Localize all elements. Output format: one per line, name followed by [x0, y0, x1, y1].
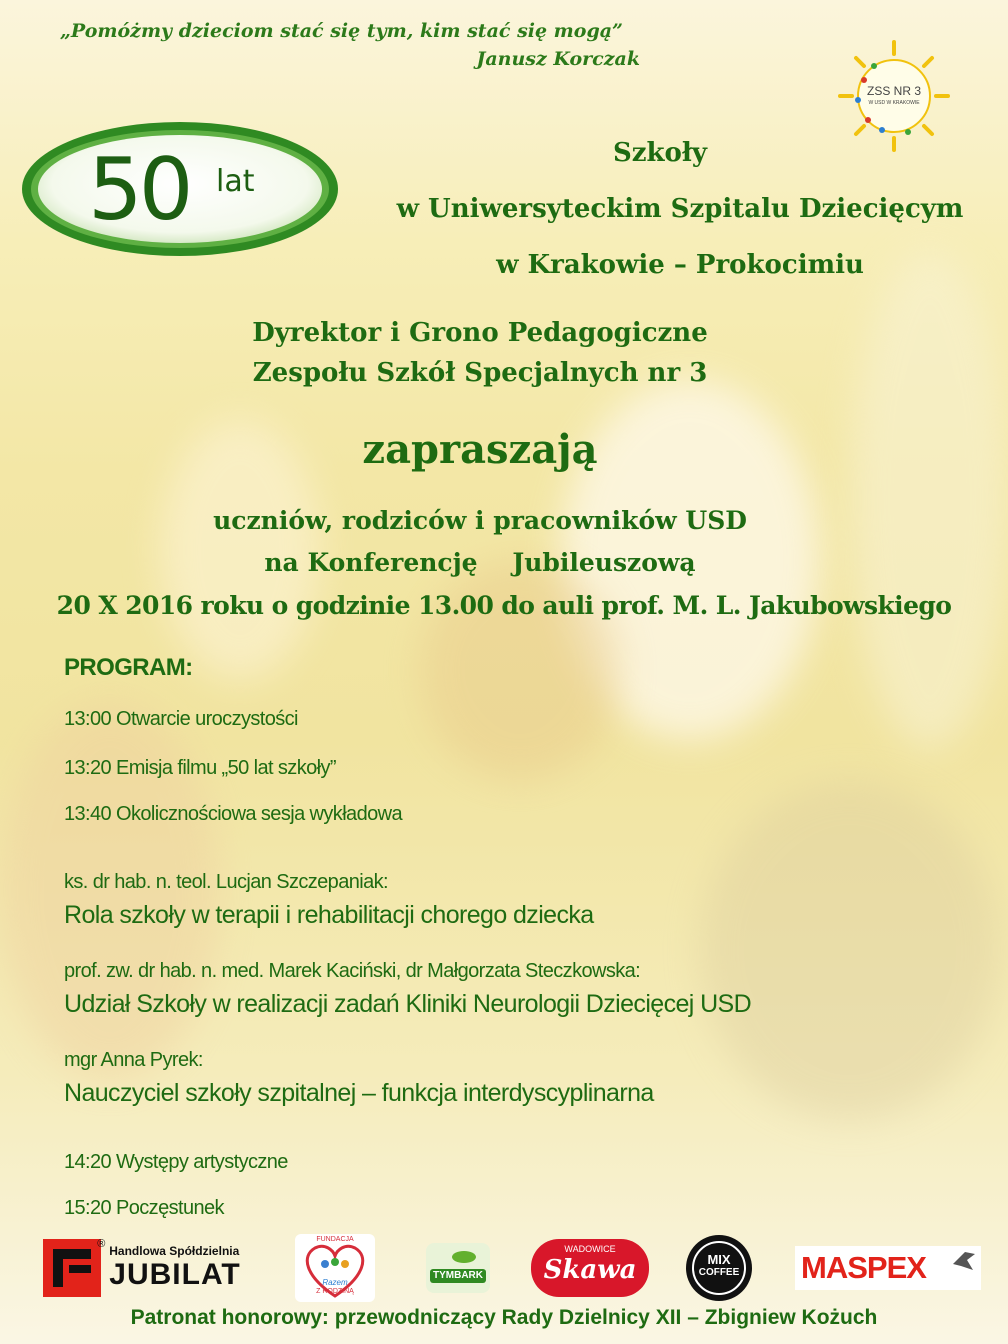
sponsor-mixcoffee — [684, 1232, 754, 1304]
motto-quote — [60, 20, 650, 70]
program-item: 13:00 Otwarcie uroczystości — [64, 708, 298, 730]
badge-word: lat — [216, 164, 255, 199]
jubilat-line2: JUBILAT — [109, 1258, 241, 1291]
mixcoffee-line2: COFFEE — [698, 1267, 740, 1278]
mixcoffee-line1: MIX — [707, 1252, 731, 1267]
invitees-line-2: na Konferencję Jubileuszową — [264, 548, 696, 577]
heading-line-2: w Uniwersyteckim Szpitalu Dziecięcym — [396, 194, 964, 224]
maspex-text: MASPEX — [801, 1250, 926, 1285]
program-item: 13:40 Okolicznościowa sesja wykładowa — [64, 803, 402, 825]
invitees-line-3: 20 X 2016 roku o godzinie 13.00 do auli prof. M. L. Jakubowskiego — [56, 591, 952, 620]
sponsor-maspex — [790, 1232, 986, 1304]
tymbark-text: TYMBARK — [433, 1270, 483, 1281]
quote-text: „Pomóżmy dzieciom stać się tym, kim stać się mogą” — [60, 20, 623, 42]
sponsor-skawa — [530, 1232, 650, 1304]
quote-author: Janusz Korczak — [476, 48, 640, 70]
program-item: 14:20 Występy artystyczne — [64, 1151, 288, 1173]
program-item: 15:20 Poczęstunek — [64, 1197, 224, 1219]
talk-title: Rola szkoły w terapii i rehabilitacji chorego dziecka — [64, 901, 594, 929]
jubilat-line1: Handlowa Spółdzielnia — [109, 1244, 240, 1258]
fundacja-line1: FUNDACJA — [316, 1236, 354, 1243]
program-item: 13:20 Emisja filmu „50 lat szkoły” — [64, 757, 336, 779]
hosts-line-2: Zespołu Szkół Specjalnych nr 3 — [252, 358, 708, 388]
talk-speaker: mgr Anna Pyrek: — [64, 1049, 203, 1071]
anniversary-badge — [18, 118, 343, 260]
invitees-line-1: uczniów, rodziców i pracowników USD — [213, 506, 747, 535]
program-title: PROGRAM: — [64, 654, 193, 681]
fundacja-line3: Z RODZINĄ — [316, 1288, 354, 1295]
talk-speaker: ks. dr hab. n. teol. Lucjan Szczepaniak: — [64, 871, 388, 893]
sponsor-jubilat — [22, 1232, 262, 1304]
hosts-line-1: Dyrektor i Grono Pedagogiczne — [252, 318, 708, 348]
heading-line-1: Szkoły — [612, 138, 707, 168]
badge-number: 50 — [88, 140, 190, 240]
heading-line-3: w Krakowie – Prokocimiu — [496, 250, 864, 280]
tymbark-leaf-icon — [426, 1243, 490, 1293]
school-logo — [838, 40, 950, 152]
talk-title: Nauczyciel szkoły szpitalnej – funkcja interdyscyplinarna — [64, 1079, 654, 1107]
skawa-text: Skawa — [543, 1255, 637, 1285]
sponsor-tymbark — [420, 1232, 496, 1304]
sponsor-fundacja — [292, 1232, 378, 1304]
school-logo-subtext: W USD W KRAKOWIE — [868, 100, 920, 106]
talk-title: Udział Szkoły w realizacji zadań Kliniki Neurologii Dziecięcej USD — [64, 990, 752, 1018]
footer-patronage: Patronat honorowy: przewodniczący Rady Dzielnicy XII – Zbigniew Kożuch — [130, 1306, 878, 1329]
talk-speaker: prof. zw. dr hab. n. med. Marek Kaciński, dr Małgorzata Steczkowska: — [64, 960, 641, 982]
jubilat-logo-icon — [43, 1239, 101, 1297]
fundacja-line2: Razem — [322, 1278, 348, 1287]
jubilat-mark: ® — [97, 1238, 106, 1250]
maspex-bird-icon — [951, 1250, 977, 1274]
skawa-top: WADOWICE — [564, 1244, 616, 1254]
school-logo-text: ZSS NR 3 — [866, 84, 921, 98]
invite-verb: zapraszają — [362, 426, 598, 473]
